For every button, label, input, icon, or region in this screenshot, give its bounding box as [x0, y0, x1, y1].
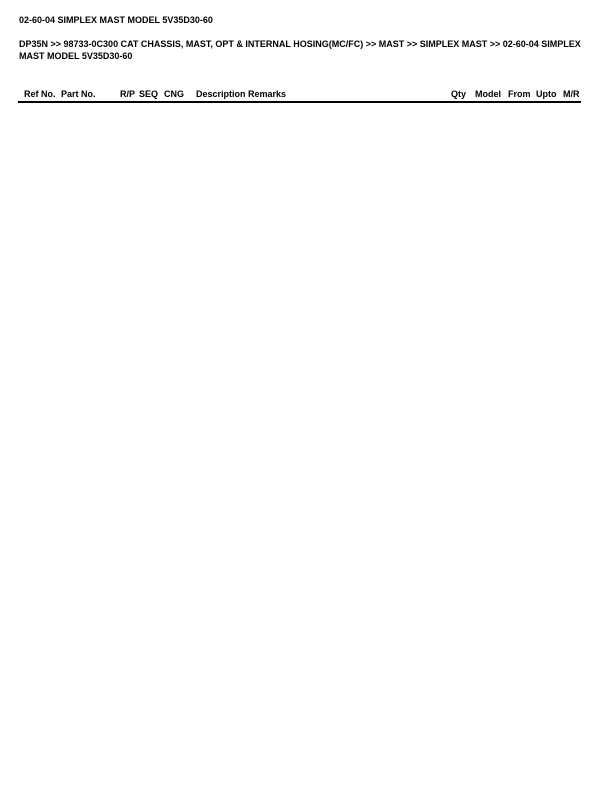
- col-header-rp: R/P: [120, 89, 136, 99]
- breadcrumb-line-1: DP35N >> 98733-0C300 CAT CHASSIS, MAST, OPT & INTERNAL HOSING(MC/FC) >> MAST >> SIMPLEX MAST >> 02-60-04 SIMPLEX: [19, 39, 581, 49]
- header-rule: [18, 101, 581, 103]
- breadcrumb: [19, 39, 597, 62]
- col-header-mr: M/R: [563, 89, 580, 99]
- col-header-cng: CNG: [164, 89, 184, 99]
- page-title: 02-60-04 SIMPLEX MAST MODEL 5V35D30-60: [19, 15, 213, 25]
- col-header-qty: Qty: [451, 89, 467, 99]
- breadcrumb-line-2: MAST MODEL 5V35D30-60: [19, 50, 133, 61]
- col-header-seq: SEQ: [139, 89, 159, 99]
- table-column-headers: [18, 89, 580, 99]
- col-header-description-remarks: Description Remarks: [196, 89, 287, 99]
- col-header-model: Model: [475, 89, 501, 99]
- col-header-part-no: Part No.: [61, 89, 96, 99]
- col-header-from: From: [508, 89, 531, 99]
- col-header-ref-no: Ref No.: [24, 89, 56, 99]
- col-header-upto: Upto: [536, 89, 557, 99]
